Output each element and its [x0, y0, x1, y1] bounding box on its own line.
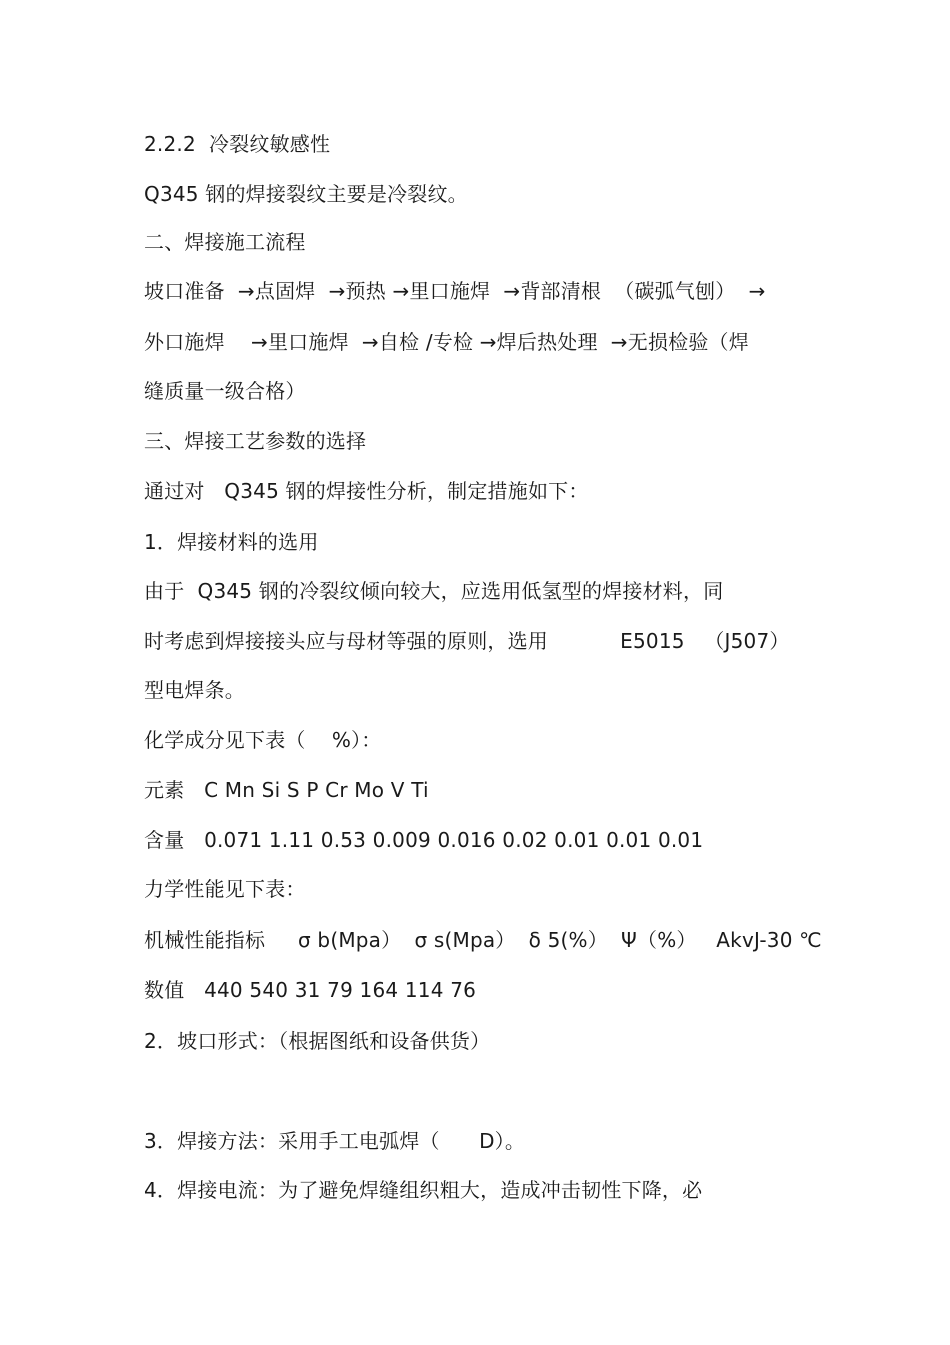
mechanical-properties-row: 机械性能指标 σ b(Mpa） σ s(Mpa） δ 5(%） Ψ（%） AkvJ-30 ℃ — [144, 928, 822, 952]
paragraph-line: Q345 钢的焊接裂纹主要是冷裂纹。 — [144, 182, 468, 206]
mechanical-values-row: 数值 440 540 31 79 164 114 76 — [144, 978, 477, 1002]
chemical-elements-row: 元素 C Mn Si S P Cr Mo V Ti — [144, 778, 429, 802]
paragraph-line: 缝质量一级合格） — [144, 379, 306, 403]
paragraph-line: 型电焊条。 — [144, 678, 245, 702]
chemical-content-row: 含量 0.071 1.11 0.53 0.009 0.016 0.02 0.01 0.01 0.01 — [144, 828, 704, 852]
paragraph-line: 力学性能见下表： — [144, 877, 306, 901]
subsection-heading-method: 3．焊接方法：采用手工电弧焊（ D）。 — [144, 1129, 526, 1153]
subsection-heading-groove: 2．坡口形式：（根据图纸和设备供货） — [144, 1029, 491, 1053]
paragraph-line: 由于 Q345 钢的冷裂纹倾向较大，应选用低氢型的焊接材料，同 — [144, 579, 724, 603]
section-heading-process: 二、焊接施工流程 — [144, 230, 306, 254]
paragraph-line: 通过对 Q345 钢的焊接性分析，制定措施如下： — [144, 479, 589, 503]
section-heading-cold-crack: 2.2.2 冷裂纹敏感性 — [144, 132, 331, 156]
section-heading-parameters: 三、焊接工艺参数的选择 — [144, 429, 367, 453]
paragraph-line: 外口施焊 →里口施焊 →自检 /专检 →焊后热处理 →无损检验（焊 — [144, 330, 749, 354]
subsection-heading-current: 4．焊接电流：为了避免焊缝组织粗大，造成冲击韧性下降，必 — [144, 1178, 703, 1202]
subsection-heading-materials: 1．焊接材料的选用 — [144, 530, 319, 554]
paragraph-line: 坡口准备 →点固焊 →预热 →里口施焊 →背部清根 （碳弧气刨） → — [144, 279, 766, 303]
paragraph-line: 化学成分见下表（ %）： — [144, 728, 382, 752]
paragraph-line: 时考虑到焊接接头应与母材等强的原则，选用 E5015 （J507） — [144, 629, 790, 653]
